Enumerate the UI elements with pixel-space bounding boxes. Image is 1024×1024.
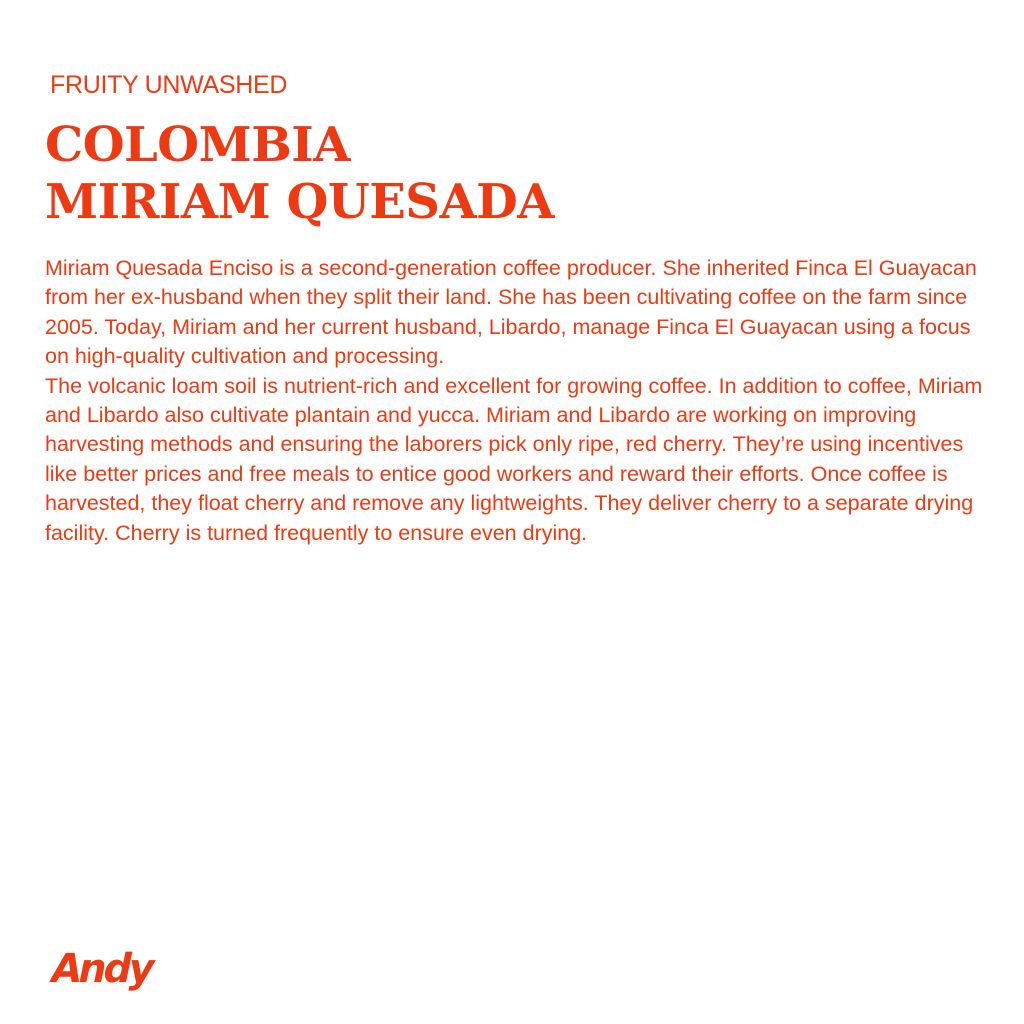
title-origin: COLOMBIA	[45, 117, 350, 173]
andy-logo	[45, 944, 163, 1002]
description-paragraph: Miriam Quesada Enciso is a second-generation coffee producer. She inherited Finca El Guayacan from her ex-husband when they split their land. She has been cultivating coffee on the farm since 2005. Today, Miriam and her current husband, Libardo, manage Finca El Guayacan using a focus on high-quality cultivation and processing.	[45, 256, 977, 369]
process-subtitle: FRUITY UNWASHED	[50, 71, 288, 99]
page-title	[45, 117, 554, 231]
description	[45, 254, 985, 548]
description-paragraph: The volcanic loam soil is nutrient-rich and excellent for growing coffee. In addition to coffee, Miriam and Libardo also cultivate plantain and yucca. Miriam and Libardo are working on improving harvesting methods and ensuring the laborers pick only ripe, red cherry. They’re using incentives like better prices and free meals to entice good workers and reward their efforts. Once coffee is harvested, they float cherry and remove any lightweights. They deliver cherry to a separate drying facility. Cherry is turned frequently to ensure even drying.	[45, 373, 983, 545]
title-producer: MIRIAM QUESADA	[45, 174, 555, 230]
logo-wordmark: Andy	[46, 944, 160, 992]
